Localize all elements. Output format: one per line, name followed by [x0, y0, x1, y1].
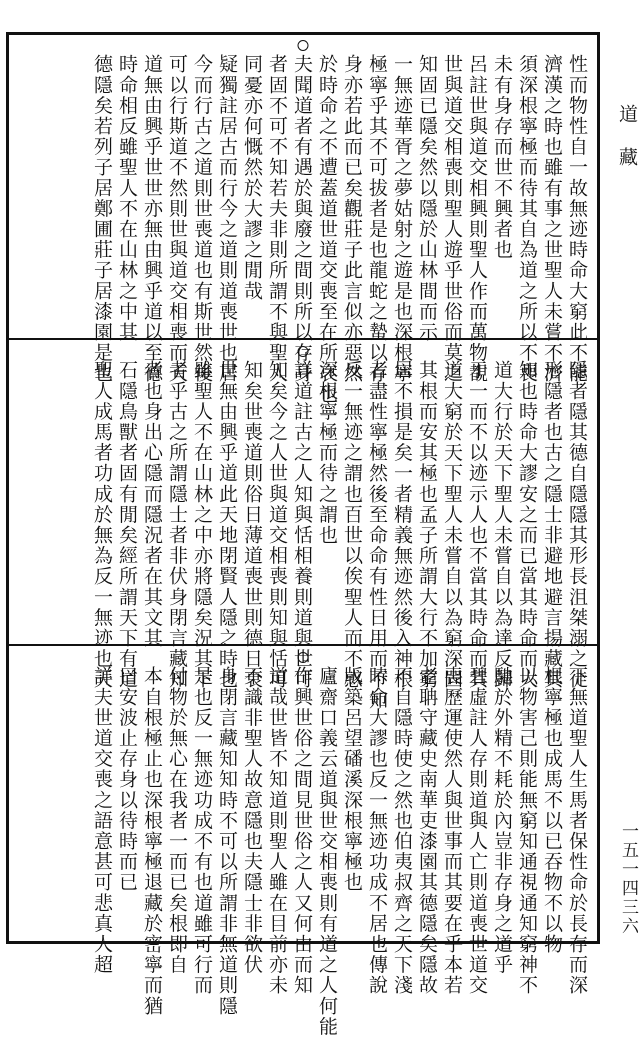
- text-column: 可以行斯道不然則世與道交相喪而天: [166, 54, 188, 384]
- text-column: 馳於外精不耗於內豈非存身之道乎: [491, 666, 513, 975]
- text-column: 不識非聖人故意隱也夫隱士非欲伏: [241, 666, 263, 975]
- text-column: 世與道交相喪則聖人遊乎世俗而莫之: [441, 54, 463, 384]
- text-column: 者盡性寧極然後至命命有性日用而不知: [366, 360, 388, 711]
- text-column: 反一無迹之謂也百世以俟聖人而不惑: [341, 360, 363, 690]
- text-column: 同憂亦何慨然於大謬之閒哉: [241, 54, 263, 302]
- circle-mark-icon: [298, 346, 309, 357]
- text-column: 根寧極也成馬不以已吞物不以物: [541, 666, 563, 955]
- text-column: 於時命之不遭蓋道世道交喪至在所哀也: [316, 54, 338, 405]
- text-column: 付物於無心在我者一而已矣根即自: [166, 666, 188, 975]
- side-label: 道藏: [616, 104, 638, 190]
- text-column: 以物害己則能無窮知通視通知窮神不: [516, 666, 538, 996]
- text-column: 雖聖人不在山林之中亦將隱矣況其下: [191, 360, 213, 690]
- text-panel-bottom: [10, 648, 596, 1037]
- text-column: 者也身出心隱而隱況者在其文其: [141, 360, 163, 649]
- text-column: 知矣今之人世與道交相喪則知與恬可: [266, 360, 288, 690]
- column-group: [90, 54, 588, 405]
- text-column: 居不損是矣一者精義無迹然後入神根: [391, 360, 413, 690]
- text-column: 知也時命大謬安之而已當其時命而大: [516, 360, 538, 690]
- text-column: 于一而不以迹示人也不當其時命而其: [466, 360, 488, 690]
- text-panel-middle: [10, 342, 596, 711]
- text-column: 道大窮於天下聖人未嘗自以為窮深固: [441, 360, 463, 690]
- text-column: 身亦若此而已矣觀莊子此言似亦惡然: [341, 54, 363, 384]
- text-column: 曰安波止存身以待時而已: [116, 666, 138, 893]
- text-column: 廬齋口義云道與世交相喪則有道之人何能: [316, 666, 338, 1037]
- text-column: 其根而安其極也孟子所謂大行不加窮: [416, 360, 438, 690]
- circle-mark-icon: [298, 40, 309, 51]
- text-column: 疑獨註居古而行今之道則道喪世也居: [216, 54, 238, 384]
- text-column: 碧虛註人存則道與人亡則道喪世道交: [466, 666, 488, 996]
- text-column: 是也反一無迹功成不有也道雖可行而: [191, 666, 213, 996]
- text-column: 隱者隱其德自隱隱其形長沮桀溺之徒: [566, 360, 588, 690]
- text-column: 石隱鳥獸者固有閒矣經所謂天下有道: [116, 360, 138, 690]
- text-column: 濟漢之時也雖有事之世聖人未嘗不濟: [541, 54, 563, 384]
- text-column: 詳夫世道交喪之語意甚可悲真人超: [91, 666, 113, 975]
- text-column: 道無由興乎世世亦無由興乎道以至德: [141, 54, 163, 384]
- text-column: 今而行古之道則世喪道也有斯世然後: [191, 54, 213, 384]
- text-column: 道哉世皆不知道則聖人雖在目前亦未: [266, 666, 288, 996]
- text-column: 未有身存而世不興者也: [491, 54, 513, 260]
- text-column: 時命大謬也反一無迹功成不居也傳說: [366, 666, 388, 996]
- text-column: 詳道註古之人知與恬相養則道與世可: [291, 360, 313, 690]
- text-column: 時命相反雖聖人不在山林之中其: [116, 54, 138, 343]
- text-column: 老聃守藏史南華吏漆園其德隱矣隱故: [416, 666, 438, 996]
- column-group: [90, 360, 588, 711]
- text-panel-top: [10, 36, 596, 405]
- text-column: 版築呂望磻溪深根寧極也: [341, 666, 363, 893]
- text-column: 夫聞道者有遇於與廢之間則所以存身: [291, 54, 313, 384]
- text-column: 者固不可不知若夫非則所謂不與聖人: [266, 54, 288, 384]
- text-column: 道大行於天下聖人未嘗自以為達反歸: [491, 360, 513, 690]
- text-column: 極寧乎其不可拔者是也龍蛇之蟄以存: [366, 54, 388, 384]
- text-column: 聖人成馬者功成於無為反一無迹也天: [91, 360, 113, 690]
- page-number: 一五一四三六: [618, 822, 638, 936]
- circle-mark-icon: [298, 652, 309, 663]
- text-column: 須深根寧極而待其自為道之所以不喪: [516, 54, 538, 384]
- text-column: 者乎古之所謂隱士者非伏身閉言藏知: [166, 360, 188, 690]
- text-column: 不自隱時使之然也伯夷叔齊之天下淺: [391, 666, 413, 996]
- text-column: 世無由興乎道此天地閉賢人隱之時也: [216, 360, 238, 690]
- text-column: 深根寧極而待之謂也: [316, 360, 338, 546]
- text-column: 形隱者也古之隱士非避地避言揚藏其: [541, 360, 563, 690]
- text-column: 一無迹華胥之夢姑射之遊是也深根寧: [391, 54, 413, 384]
- text-column: 身閉言藏知知時不可以所謂非無道則隱: [216, 666, 238, 1017]
- text-column: 德隱矣若列子居鄭圃莊子居漆園是也: [91, 54, 113, 384]
- text-column: 知固已隱矣然以隱於山林間而示: [416, 54, 438, 343]
- text-column: 性而物性自一故無迹時命大窮此不能: [566, 54, 588, 384]
- text-column: 下無道聖人生馬者保性命於長存而深: [566, 666, 588, 996]
- text-column: 作興世俗之間見世俗之人又何由而知: [291, 666, 313, 996]
- text-column: 呂註世與道交相興則聖人作而萬物覩: [466, 54, 488, 384]
- column-group: [90, 666, 588, 1037]
- text-column: 知矣世喪道則俗日薄道喪世則德日衰: [241, 360, 263, 690]
- text-column: 本自根極止也深根寧極退藏於密寧而猶: [141, 666, 163, 1017]
- text-column: 喪歷運使然人與世事而其要在乎本若: [441, 666, 463, 996]
